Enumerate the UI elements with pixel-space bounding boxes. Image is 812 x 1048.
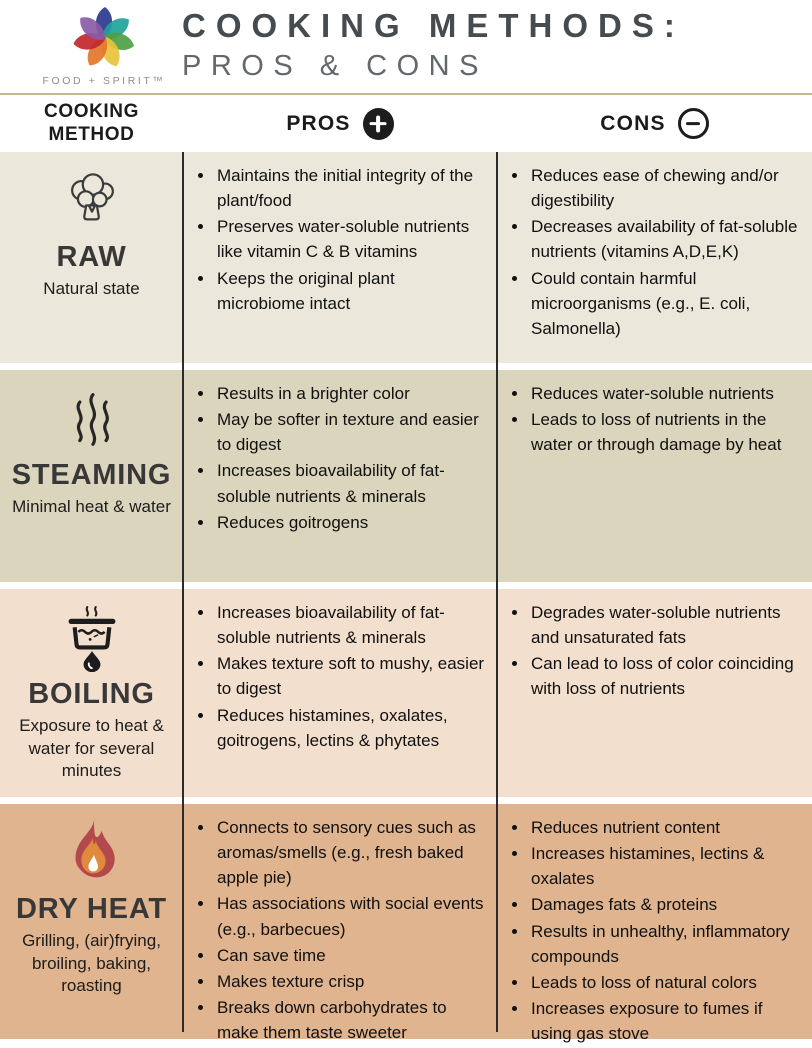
method-icon-slot — [62, 383, 122, 455]
method-subtitle: Grilling, (air)frying, broiling, baking, roasting — [22, 931, 161, 996]
pro-item: • Results in a brighter color — [215, 381, 487, 406]
pro-item: • Connects to sensory cues such as aromas/smells (e.g., fresh baked apple pie) — [215, 815, 487, 890]
method-subtitle: Natural state — [43, 279, 140, 299]
page-title: COOKING METHODS: — [182, 7, 685, 44]
column-divider-left — [182, 152, 184, 1032]
column-divider-right — [496, 152, 498, 1032]
pro-item: • Maintains the initial integrity of the plant/food — [215, 163, 487, 213]
cons-list — [497, 152, 812, 363]
method-subtitle: Exposure to heat & water for several minutes — [19, 716, 164, 781]
pro-item: • Makes texture crisp — [215, 969, 487, 994]
brand-header — [0, 0, 812, 93]
cons-list — [497, 589, 812, 797]
column-header-method — [0, 101, 183, 146]
method-cell — [0, 804, 183, 1048]
pros-label: PROS — [286, 111, 351, 135]
pro-item: • Increases bioavailability of fat-soluble nutrients & minerals — [215, 458, 487, 508]
column-header-cons — [497, 108, 812, 139]
method-cell — [0, 370, 183, 582]
table-row — [0, 804, 812, 1044]
brand-name: FOOD + SPIRIT™ — [42, 75, 166, 87]
pro-item: • Can save time — [215, 943, 487, 968]
con-item: • Reduces nutrient content — [529, 815, 802, 840]
con-item: • Damages fats & proteins — [529, 892, 802, 917]
method-icon-slot — [62, 602, 122, 674]
plus-circle-icon — [363, 108, 394, 140]
cons-label: CONS — [600, 111, 666, 135]
con-item: • Decreases availability of fat-soluble nutrients (vitamins A,D,E,K) — [529, 214, 802, 264]
con-item: • Increases histamines, lectins & oxalates — [529, 841, 802, 891]
pro-item: • Reduces histamines, oxalates, goitrogens, lectins & phytates — [215, 703, 487, 753]
pros-list — [183, 804, 497, 1048]
minus-circle-icon — [678, 108, 709, 139]
method-name: STEAMING — [11, 459, 172, 491]
pro-item: • Reduces goitrogens — [215, 510, 487, 535]
pros-list — [183, 589, 497, 797]
brand-logo — [40, 3, 168, 87]
cons-list — [497, 370, 812, 582]
table-body — [0, 152, 812, 1044]
cons-list — [497, 804, 812, 1048]
con-item: • Degrades water-soluble nutrients and unsaturated fats — [529, 600, 802, 650]
con-item: • Increases exposure to fumes if using gas stove — [529, 996, 802, 1046]
method-cell — [0, 589, 183, 797]
method-subtitle: Minimal heat & water — [12, 497, 171, 517]
method-header-line2: METHOD — [48, 123, 135, 145]
table-rows — [0, 152, 812, 1044]
title-block — [182, 3, 685, 83]
con-item: • Results in unhealthy, inflammatory compounds — [529, 919, 802, 969]
method-name: BOILING — [28, 678, 155, 710]
broccoli-icon — [61, 170, 123, 232]
pro-item: • Preserves water-soluble nutrients like vitamin C & B vitamins — [215, 214, 487, 264]
method-icon-slot — [61, 817, 123, 889]
pro-item: • Keeps the original plant microbiome intact — [215, 266, 487, 316]
pro-item: • Has associations with social events (e.g., barbecues) — [215, 891, 487, 941]
pro-item: • Breaks down carbohydrates to make them taste sweeter — [215, 995, 487, 1045]
method-icon-slot — [61, 165, 123, 237]
food-spirit-pinwheel-icon — [67, 3, 141, 73]
con-item: • Leads to loss of nutrients in the water or through damage by heat — [529, 407, 802, 457]
page-subtitle: PROS & CONS — [182, 50, 488, 83]
method-cell — [0, 152, 183, 363]
pro-item: • Makes texture soft to mushy, easier to digest — [215, 651, 487, 701]
pros-list — [183, 152, 497, 363]
column-header-pros — [183, 108, 497, 140]
con-item: • Reduces ease of chewing and/or digestibility — [529, 163, 802, 213]
pros-list — [183, 370, 497, 582]
con-item: • Leads to loss of natural colors — [529, 970, 802, 995]
method-name: DRY HEAT — [16, 893, 167, 925]
con-item: • Reduces water-soluble nutrients — [529, 381, 802, 406]
table-row — [0, 589, 812, 797]
method-header-line1: COOKING — [44, 101, 139, 123]
con-item: • Could contain harmful microorganisms (e.g., E. coli, Salmonella) — [529, 266, 802, 341]
pro-item: • Increases bioavailability of fat-soluble nutrients & minerals — [215, 600, 487, 650]
method-name: RAW — [56, 241, 127, 273]
boiling-pot-icon — [62, 604, 122, 672]
table-row — [0, 152, 812, 363]
table-row — [0, 370, 812, 582]
con-item: • Can lead to loss of color coinciding with loss of nutrients — [529, 651, 802, 701]
flame-icon — [61, 818, 123, 888]
steam-icon — [62, 388, 122, 450]
table-header — [0, 95, 812, 152]
pro-item: • May be softer in texture and easier to digest — [215, 407, 487, 457]
logo-petals — [72, 7, 136, 69]
